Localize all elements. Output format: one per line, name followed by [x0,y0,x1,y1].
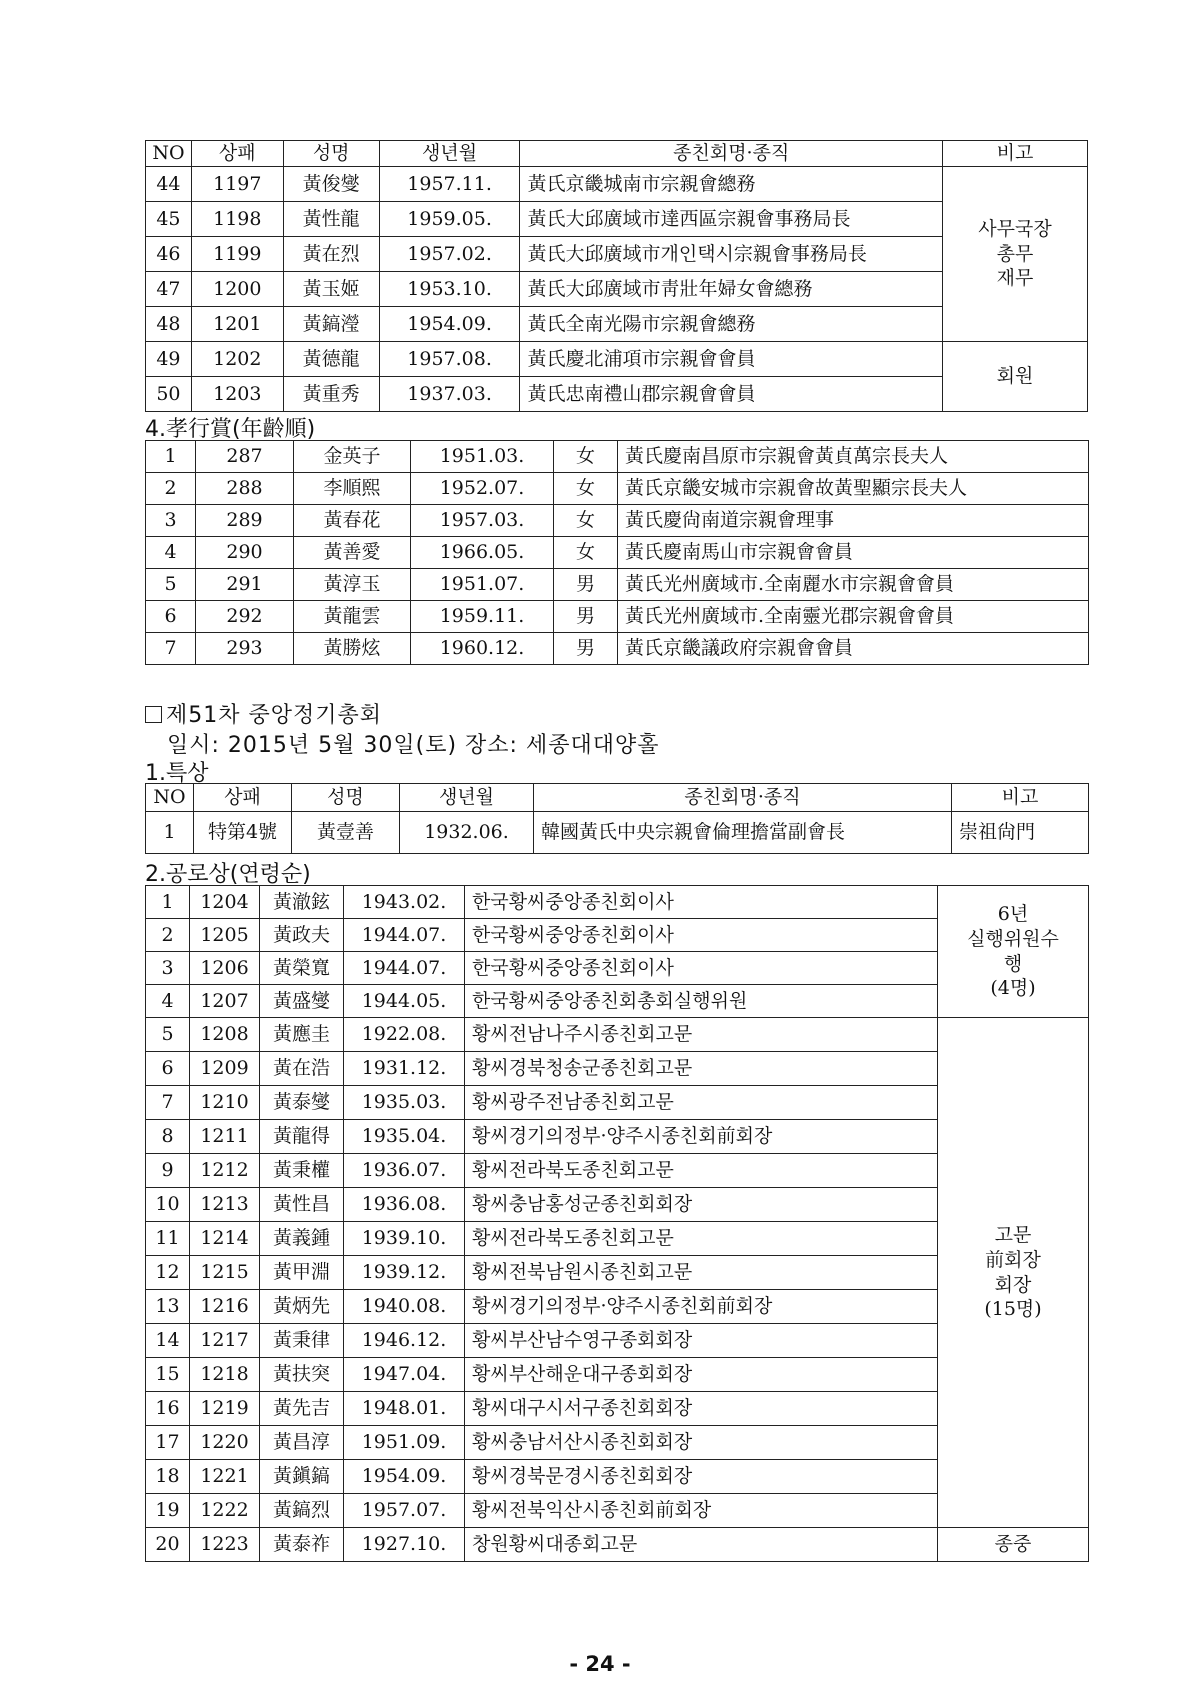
checkbox-square-icon [145,706,162,723]
table-row: 46 1199 黃在烈 1957.02. 黃氏大邱廣域市개인택시宗親會事務局長 [146,237,1088,272]
table1 [145,140,1088,412]
header-no: NO [146,141,192,167]
table-row: 1 特第4號 黃壹善 1932.06. 韓國黃氏中央宗親會倫理擔當副會長 崇祖尙門 [146,812,1089,854]
table-row: 12 1215 黃甲淵 1939.12. 황씨전북남원시종친회고문 [146,1256,1089,1290]
table-row: 4 290 黃善愛 1966.05. 女 黃氏慶南馬山市宗親會會員 [146,537,1089,569]
note-cell: 고문 前회장 회장 (15명) [938,1018,1089,1528]
table-row: 7 293 黃勝炫 1960.12. 男 黃氏京畿議政府宗親會會員 [146,633,1089,665]
note-cell: 6년 실행위원수 행 (4명) [938,886,1089,1018]
header-plaque: 상패 [191,141,283,167]
note-cell: 회원 [942,342,1087,412]
table-row: 20 1223 黃泰祚 1927.10. 창원황씨대종회고문 종중 [146,1528,1089,1562]
special-award-block [145,783,1088,854]
table-row: 1 287 金英子 1951.03. 女 黃氏慶南昌原市宗親會黃貞萬宗長夫人 [146,441,1089,473]
table-row: 16 1219 黃先吉 1948.01. 황씨대구시서구종친회회장 [146,1392,1089,1426]
table-row: 3 1206 黃榮寬 1944.07. 한국황씨중앙종친회이사 [146,952,1089,985]
table-row: 6 292 黃龍雲 1959.11. 男 黃氏光州廣域市.全南靈光郡宗親會會員 [146,601,1089,633]
table-row: 8 1211 黃龍得 1935.04. 황씨경기의정부·양주시종친회前회장 [146,1120,1089,1154]
table-row: 44 1197 黃俊燮 1957.11. 黃氏京畿城南市宗親會總務 사무국장 총무 재무 [146,167,1088,202]
table-row: 19 1222 黃鎬烈 1957.07. 황씨전북익산시종친회前회장 [146,1494,1089,1528]
section1-header-row: NO 상패 성명 생년월 종친회명·종직 비고 [146,784,1089,812]
table-row: 4 1207 黃盛燮 1944.05. 한국황씨중앙종친회총회실행위원 [146,985,1089,1018]
section2-heading: 2.공로상(연령순) [145,862,311,887]
table-row: 47 1200 黃玉姬 1953.10. 黃氏大邱廣域市靑壯年婦女會總務 [146,272,1088,307]
table-row: 13 1216 黃炳先 1940.08. 황씨경기의정부·양주시종친회前회장 [146,1290,1089,1324]
header-position: 종친회명·종직 [520,141,942,167]
table-row: 2 1205 黃政夫 1944.07. 한국황씨중앙종친회이사 [146,919,1089,952]
table-row: 18 1221 黃鎭鎬 1954.09. 황씨경북문경시종친회회장 [146,1460,1089,1494]
table-row: 50 1203 黃重秀 1937.03. 黃氏忠南禮山郡宗親會會員 [146,377,1088,412]
table-row: 15 1218 黃扶突 1947.04. 황씨부산해운대구종회회장 [146,1358,1089,1392]
section1-heading: 1.특상 [145,761,209,786]
table-row: 11 1214 黃義鍾 1939.10. 황씨전라북도종친회고문 [146,1222,1089,1256]
table-row: 14 1217 黃秉律 1946.12. 황씨부산남수영구종회회장 [146,1324,1089,1358]
meeting-title: 제51차 중앙정기총회 [145,698,382,729]
filial-piety-block [145,440,1088,665]
section1-table [145,783,1089,854]
header-note: 비고 [942,141,1087,167]
page-number: - 24 - [569,1652,631,1676]
merit-award-block [145,885,1088,1562]
note-cell: 사무국장 총무 재무 [942,167,1087,342]
table-row: 2 288 李順熙 1952.07. 女 黃氏京畿安城市宗親會故黃聖顯宗長夫人 [146,473,1089,505]
table-row: 10 1213 黃性昌 1936.08. 황씨충남홍성군종친회회장 [146,1188,1089,1222]
table-row: 9 1212 黃秉權 1936.07. 황씨전라북도종친회고문 [146,1154,1089,1188]
note-cell: 종중 [938,1528,1089,1562]
header-birth: 생년월 [379,141,520,167]
header-name: 성명 [283,141,379,167]
table-row: 1 1204 黃澈鉉 1943.02. 한국황씨중앙종친회이사 6년 실행위원수 행 (4명) [146,886,1089,919]
table-row: 17 1220 黃昌淳 1951.09. 황씨충남서산시종친회회장 [146,1426,1089,1460]
advisory-table-top [145,140,1088,412]
table-row: 7 1210 黃泰燮 1935.03. 황씨광주전남종친회고문 [146,1086,1089,1120]
table-row: 6 1209 黃在浩 1931.12. 황씨경북청송군종친회고문 [146,1052,1089,1086]
table-row: 45 1198 黃性龍 1959.05. 黃氏大邱廣域市達西區宗親會事務局長 [146,202,1088,237]
table-row: 49 1202 黃德龍 1957.08. 黃氏慶北浦項市宗親會會員 회원 [146,342,1088,377]
section4-table [145,440,1089,665]
table-row: 5 291 黃淳玉 1951.07. 男 黃氏光州廣域市.全南麗水市宗親會會員 [146,569,1089,601]
section2-table [145,885,1089,1562]
table1-header-row [146,141,1088,167]
table-row: 48 1201 黃鎬瀅 1954.09. 黃氏全南光陽市宗親會總務 [146,307,1088,342]
section4-heading: 4.孝行賞(年齡順) [145,417,316,442]
meeting-date-line: 일시: 2015년 5월 30일(토) 장소: 세종대대양홀 [167,733,660,758]
table-row: 3 289 黃春花 1957.03. 女 黃氏慶尙南道宗親會理事 [146,505,1089,537]
table-row: 5 1208 黃應圭 1922.08. 황씨전남나주시종친회고문 고문 前회장 회장 (15명) [146,1018,1089,1052]
